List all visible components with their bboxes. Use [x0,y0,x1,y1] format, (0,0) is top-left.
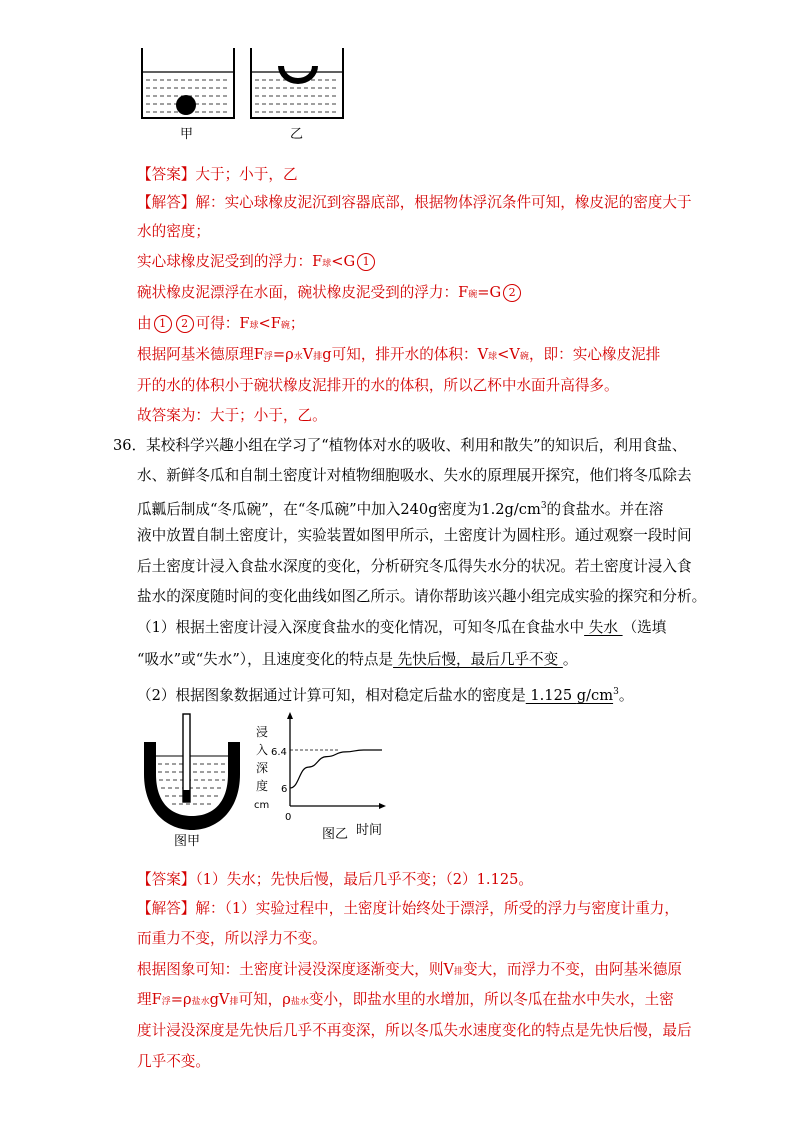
text: g可知，排开水的体积：V [322,346,489,363]
q36-analysis-line5: 度计浸没深度是先快后几乎不再变深，所以冬瓜失水速度变化的特点是先快后慢，最后 [137,1022,692,1039]
q35-analysis-line3 [137,252,377,274]
answer-text: （1）失水；先快后慢，最后几乎不变；（2）1.125。 [195,871,534,888]
superscript: 3 [540,501,547,511]
q36-stem-line5: 后土密度计浸入食盐水深度的变化，分析研究冬瓜得失水分的状况。若土密度计浸入食 [137,558,692,575]
circled-number: 1 [154,315,172,333]
circled-number: 2 [503,284,521,302]
fill-blank: 失水 [584,619,623,636]
text: 的食盐水。并在溶 [546,500,664,518]
q36-stem-line2: 水、新鲜冬瓜和自制土密度计对植物细胞吸水、失水的原理展开探究，他们将冬瓜除去 [137,467,692,484]
q36-stem-line6: 盐水的深度随时间的变化曲线如图乙所示。请你帮助该兴趣小组完成实验的探究和分析。 [137,588,707,605]
subscript: 排 [313,352,323,362]
y-label-char: 入 [256,743,269,757]
text: （2）根据图象数据通过计算可知，相对稳定后盐水的密度是 [137,686,526,704]
text: 。 [562,651,578,668]
q36-analysis-line4 [137,990,674,1012]
fig-jia-label: 图甲 [174,834,201,847]
text: 理F [137,991,162,1008]
subscript: 碗 [468,290,478,300]
origin-label: 0 [285,812,292,823]
q36-sub1-line1 [137,618,666,638]
superscript: 3 [613,687,619,697]
circled-number: 2 [176,315,194,333]
q35-analysis-line4 [137,283,523,305]
text: 瓜瓤后制成“冬瓜碗”，在“冬瓜碗”中加入240g密度为1.2g/cm [137,500,541,518]
q36-stem-line1 [113,436,686,456]
text: 变小，即盐水里的水增加，所以冬瓜在盐水中失水，土密 [308,991,674,1008]
analysis-tag: 【解答】 [137,194,196,211]
y-label-char: 度 [256,779,269,793]
q35-answer [137,165,298,185]
q36-analysis-line6: 几乎不变。 [137,1053,210,1070]
density-meter-weight [183,790,190,802]
q35-analysis-line5 [137,314,305,336]
unit: g/cm [576,686,614,704]
subscript: 球 [249,321,259,331]
q35-analysis-line1 [137,193,692,213]
subscript: 球 [488,352,498,362]
question-number: 36． [113,437,147,454]
fill-blank: 1.125 [525,686,577,704]
q35-analysis-line6 [137,345,660,367]
fill-blank: 先快后慢，最后几乎不变 [393,651,563,668]
subscript: 浮 [263,352,273,362]
text: 碗状橡皮泥漂浮在水面，碗状橡皮泥受到的浮力：F [137,284,469,301]
q35-analysis-line2: 水的密度； [137,223,210,240]
subscript: 碗 [519,352,529,362]
text: 变大，而浮力不变，由阿基米德原 [463,961,682,978]
q35-analysis-line7: 开的水的体积小于碗状橡皮泥排开的水的体积，所以乙杯中水面升高得多。 [137,377,619,394]
bowl-clay [278,66,318,84]
text: ，即：实心橡皮泥排 [528,346,661,363]
x-axis-label: 时间 [356,823,383,838]
x-axis-arrow [379,803,386,809]
text: V [302,346,314,363]
subscript: 浮 [161,997,171,1007]
text: =ρ [272,346,294,363]
y-axis-arrow [287,712,293,719]
analysis-text: 解：（1）实验过程中，土密度计始终处于漂浮，所受的浮力与密度计重力， [195,900,679,917]
figure-jia-melon-bowl [140,712,240,847]
text: （选填 [622,619,667,636]
figure-yi-depth-chart [252,710,392,840]
q36-stem-line3 [137,496,663,520]
text: 。 [618,686,634,704]
analysis-tag: 【解答】 [137,900,196,917]
q35-final: 故答案为：大于；小于，乙。 [137,407,327,424]
text: 某校科学兴趣小组在学习了“植物体对水的吸收、利用和散失”的知识后，利用食盐、 [146,437,687,454]
top-beakers-figure [138,42,353,142]
subscript: 排 [229,997,239,1007]
y-label-char: cm [254,800,270,811]
text: gV [209,991,230,1008]
text: <V [497,346,520,363]
q36-answer [137,870,533,890]
beaker-jia [142,48,234,118]
answer-tag: 【答案】 [137,166,196,183]
q36-analysis-line2: 而重力不变，所以浮力不变。 [137,930,327,947]
text: 可得：F [195,315,250,332]
text: =ρ [170,991,192,1008]
text: 由 [137,315,152,332]
text: “吸水”或“失水”），且速度变化的特点是 [137,651,394,668]
q36-analysis-line3 [137,960,682,982]
q36-stem-line4: 液中放置自制土密度计，实验装置如图甲所示，土密度计为圆柱形。通过观察一段时间 [137,527,692,544]
text: <G [331,253,356,270]
text: ； [289,315,305,332]
label-yi: 乙 [290,127,304,142]
fig-yi-label: 图乙 [322,827,349,840]
text: 根据图象可知：土密度计浸没深度逐渐变大，则V [137,961,455,978]
label-jia: 甲 [180,127,194,142]
q36-analysis-line1 [137,899,679,919]
analysis-text: 解：实心球橡皮泥沉到容器底部，根据物体浮沉条件可知，橡皮泥的密度大于 [195,194,692,211]
subscript: 盐水 [191,997,210,1007]
q36-sub1-line2 [137,650,577,670]
subscript: 碗 [280,321,290,331]
text: （1）根据土密度计浸入深度食盐水的变化情况，可知冬瓜在食盐水中 [137,619,585,636]
subscript: 排 [454,967,464,977]
text: =G [477,284,502,301]
text: <F [258,315,281,332]
y-label-char: 深 [256,761,269,775]
subscript: 水 [293,352,303,362]
circled-number: 1 [357,253,375,271]
depth-curve [290,750,382,788]
subscript: 球 [322,259,332,269]
y-axis-label [254,725,269,811]
density-meter [183,714,190,802]
subscript: 盐水 [290,997,309,1007]
answer-tag: 【答案】 [137,871,196,888]
text: 实心球橡皮泥受到的浮力：F [137,253,323,270]
text: 可知，ρ [238,991,291,1008]
y-label-char: 浸 [256,725,269,739]
q36-sub2 [137,682,633,706]
beaker-yi [251,48,343,118]
answer-text: 大于；小于，乙 [195,166,298,183]
y-tick-6: 6 [281,784,288,795]
text: 根据阿基米德原理F [137,346,264,363]
y-tick-6.4: 6.4 [271,747,287,758]
melon-bowl [144,742,240,830]
solid-clay-ball [176,95,196,115]
